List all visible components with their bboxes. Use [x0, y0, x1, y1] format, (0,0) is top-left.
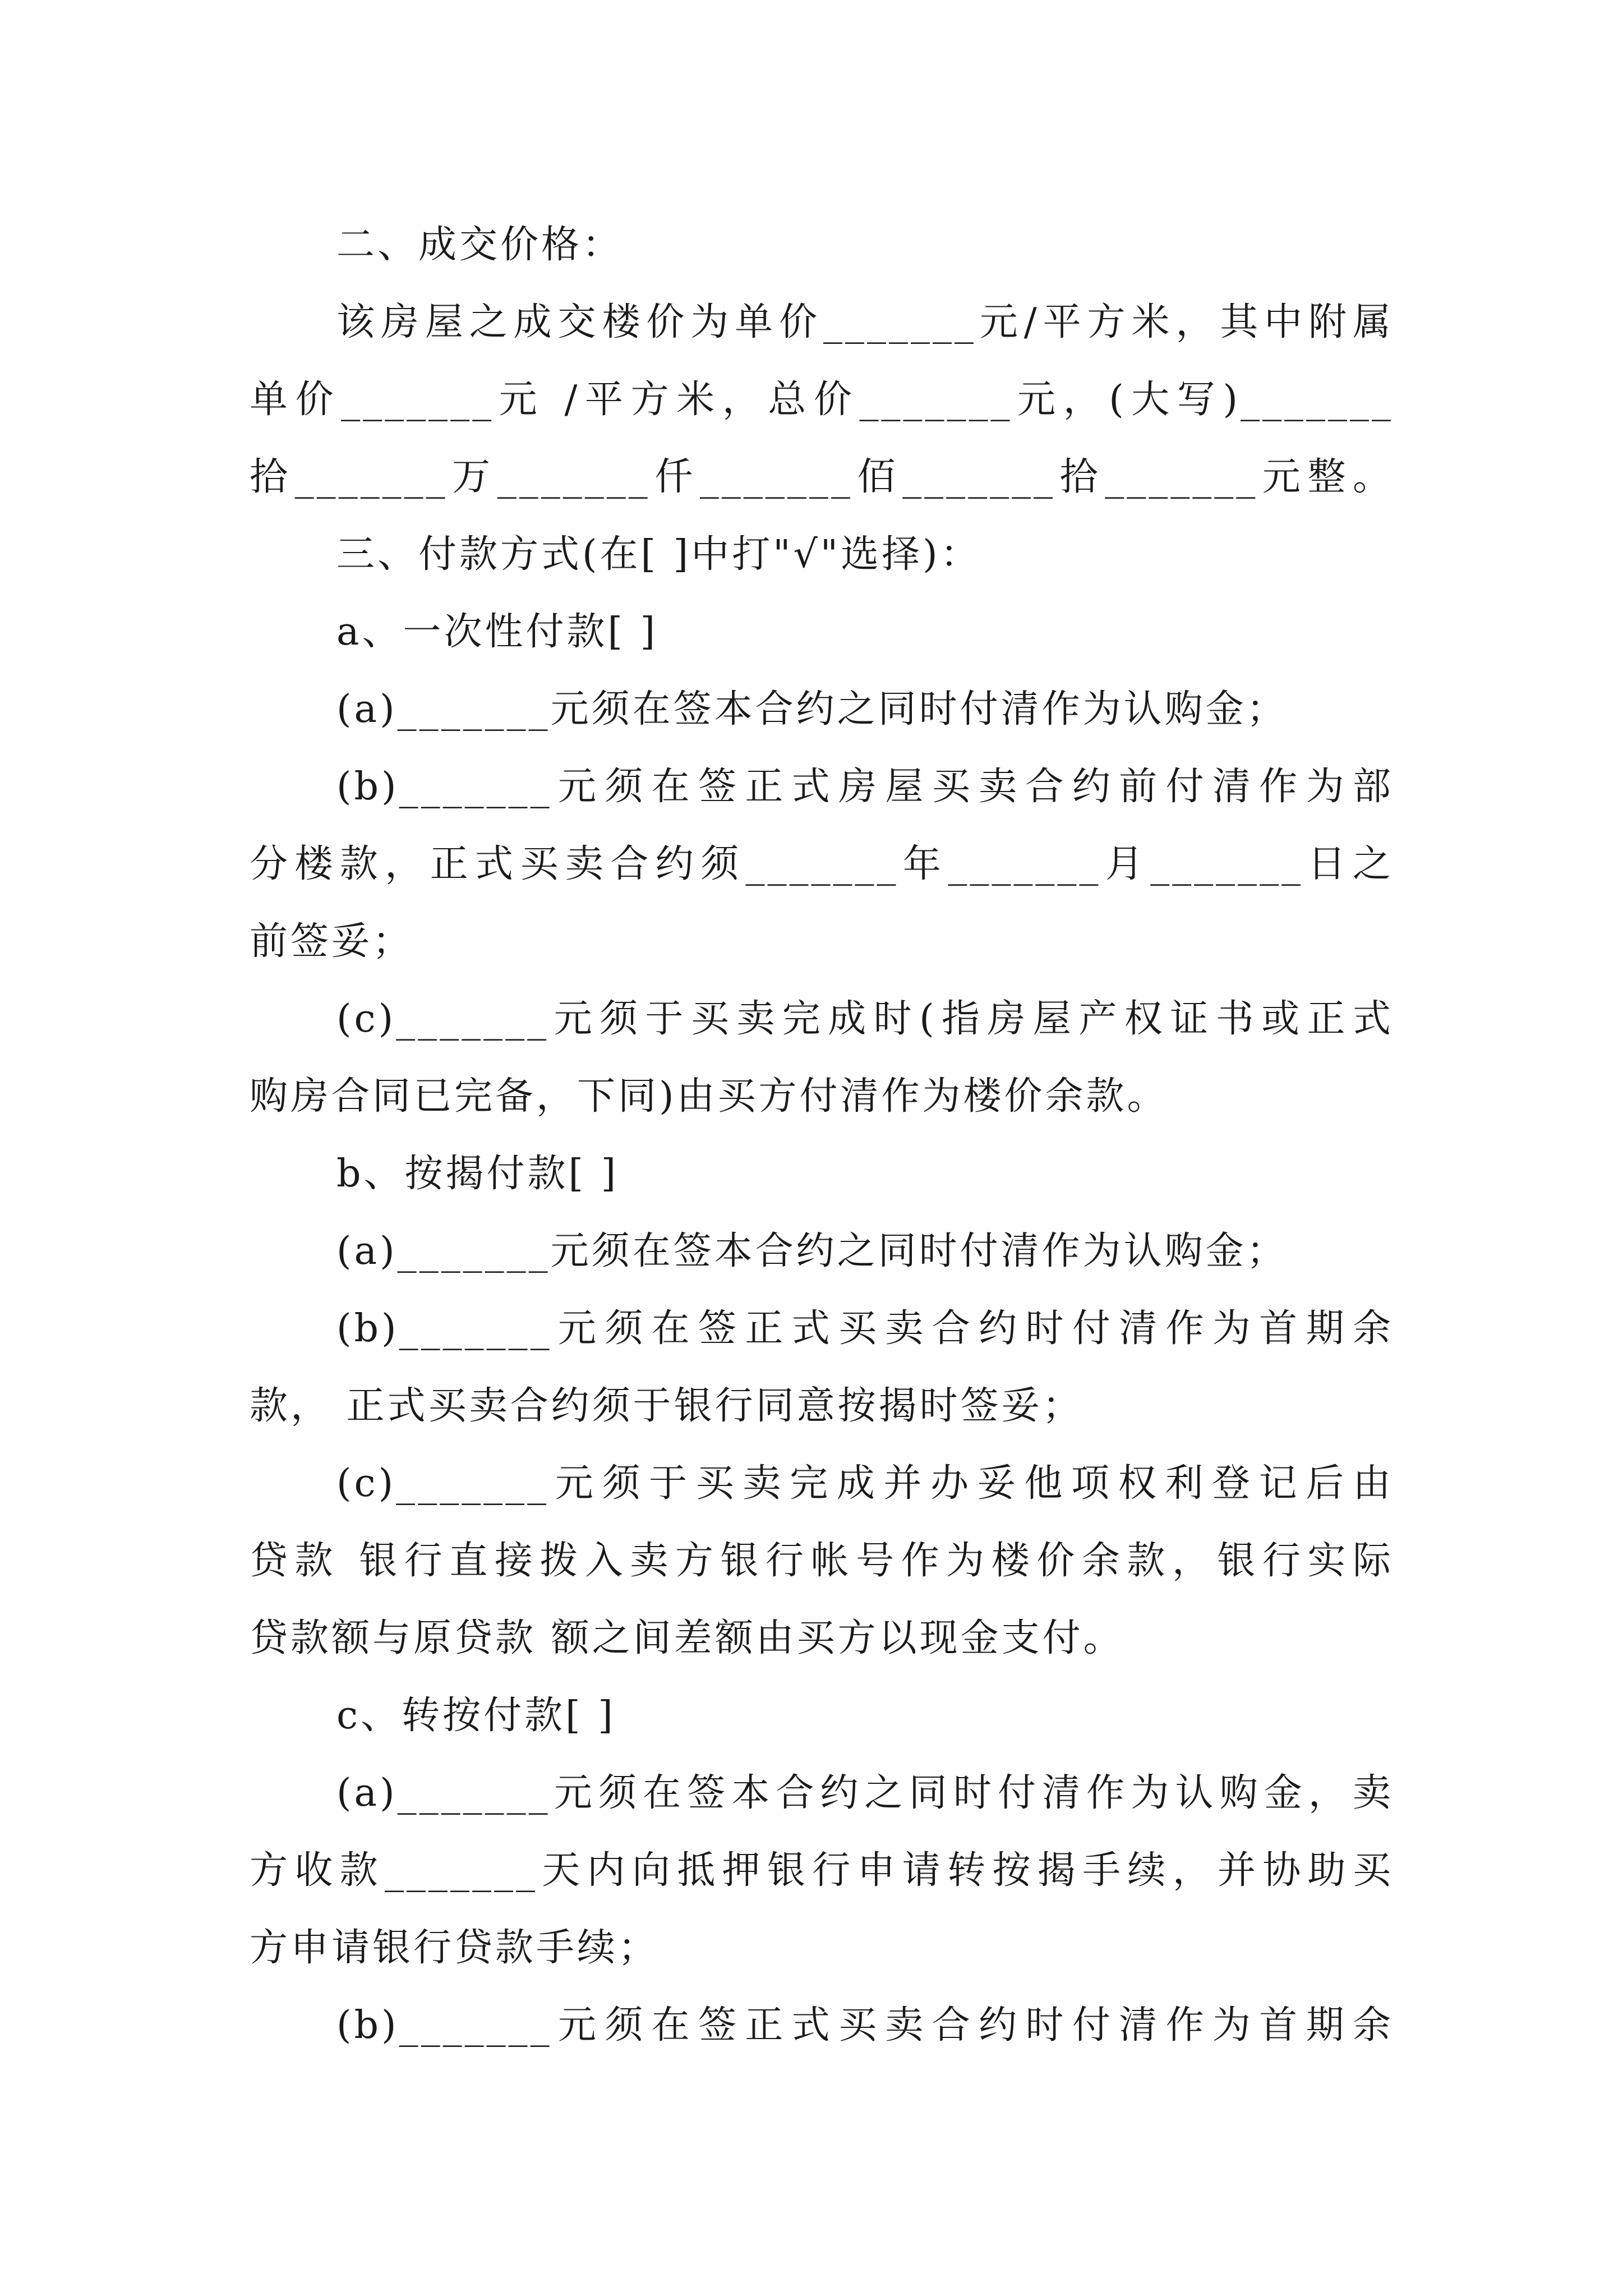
subsection-heading: a、一次性付款[ ] [336, 610, 658, 654]
paragraph-line: (a)_______元须在签本合约之同时付清作为认购金，卖 [336, 1771, 1394, 1815]
paragraph-line: 单价_______元 /平方米，总价_______元，(大写)_______ [250, 378, 1394, 422]
paragraph-line: 拾_______万_______仟_______佰_______拾_______元整。 [250, 455, 1394, 499]
paragraph-line: 购房合同已完备，下同)由买方付清作为楼价余款。 [250, 1074, 1168, 1119]
paragraph-line: 贷款额与原贷款 额之间差额由买方以现金支付。 [250, 1616, 1124, 1660]
paragraph-line: (a)_______元须在签本合约之同时付清作为认购金； [336, 687, 1288, 731]
paragraph-line: 贷款 银行直接拨入卖方银行帐号作为楼价余款，银行实际 [250, 1539, 1394, 1583]
subsection-heading: c、转按付款[ ] [336, 1694, 616, 1738]
paragraph-line: 方申请银行贷款手续； [250, 1926, 660, 1970]
paragraph-line: (c)_______元须于买卖完成并办妥他项权利登记后由 [336, 1461, 1394, 1506]
paragraph-line: (b)_______元须在签正式房屋买卖合约前付清作为部 [336, 765, 1394, 809]
subsection-heading: b、按揭付款[ ] [336, 1152, 619, 1196]
paragraph-line: (b)_______元须在签正式买卖合约时付清作为首期余 [336, 1306, 1394, 1351]
paragraph-line: (a)_______元须在签本合约之同时付清作为认购金； [336, 1229, 1288, 1273]
paragraph-line: 方收款_______天内向抵押银行申请转按揭手续，并协助买 [250, 1848, 1394, 1893]
paragraph-line: 该房屋之成交楼价为单价_______元/平方米，其中附属 [336, 300, 1394, 344]
paragraph-line: 前签妥； [250, 919, 414, 964]
paragraph-line: (c)_______元须于买卖完成时(指房屋产权证书或正式 [336, 997, 1394, 1041]
section-heading-payment: 三、付款方式(在[ ]中打"√"选择)： [336, 532, 981, 577]
paragraph-line: 分楼款，正式买卖合约须_______年_______月_______日之 [250, 842, 1394, 886]
paragraph-line: 款， 正式买卖合约须于银行同意按揭时签妥； [250, 1384, 1083, 1428]
paragraph-line: (b)_______元须在签正式买卖合约时付清作为首期余 [336, 2003, 1394, 2047]
section-heading-price: 二、成交价格： [336, 223, 624, 267]
